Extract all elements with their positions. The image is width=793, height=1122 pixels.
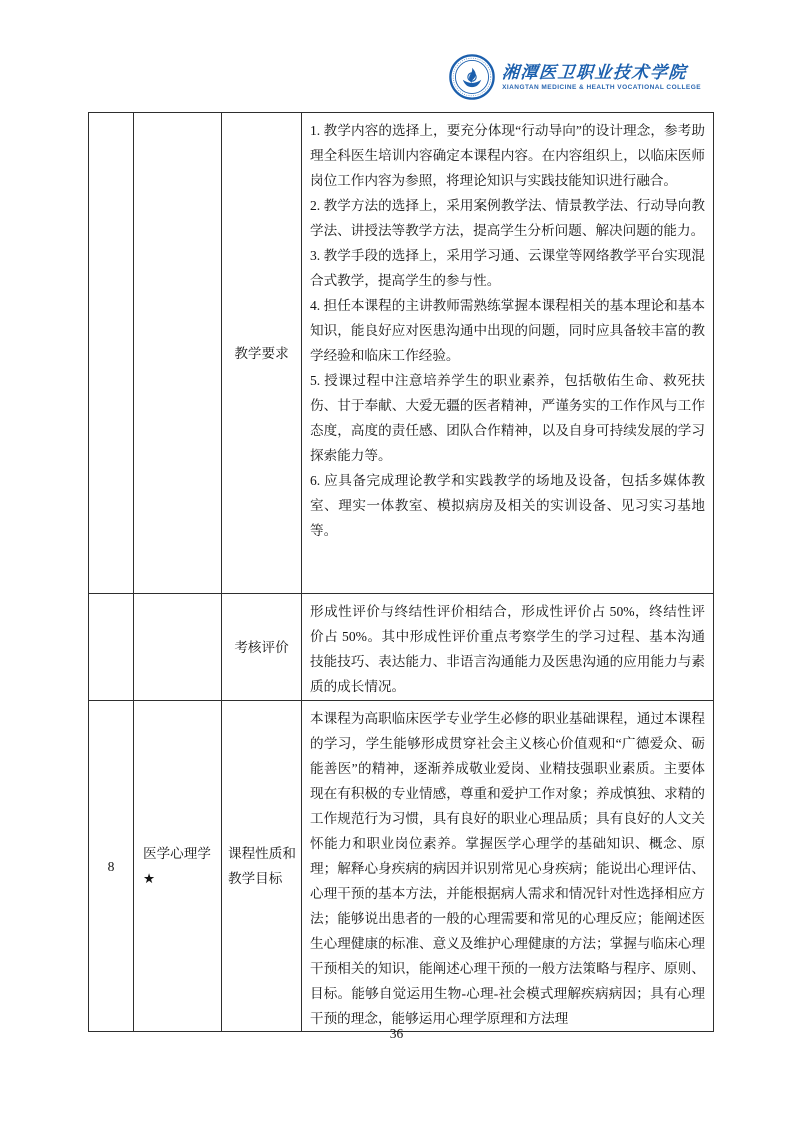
table-row-assessment <box>89 594 714 701</box>
syllabus-table <box>88 112 714 1032</box>
college-logo-icon <box>449 54 495 100</box>
paragraph: 形成性评价与终结性评价相结合，形成性评价占 50%，终结性评价占 50%。其中形成性评价重点考察学生的学习过程、基本沟通技能技巧、表达能力、非语言沟通能力及医患沟通的应用能力与素质的成长情况。 <box>310 604 705 694</box>
seq-cell <box>89 594 134 701</box>
item-label-assessment: 考核评价 <box>222 594 302 701</box>
paragraph: 6. 应具备完成理论教学和实践教学的场地及设备，包括多媒体教室、理实一体教室、模拟病房及相关的实训设备、见习实习基地等。 <box>310 473 705 538</box>
seq-cell <box>89 113 134 594</box>
college-header <box>449 54 701 100</box>
paragraph: 1. 教学内容的选择上，要充分体现“行动导向”的设计理念，参考助理全科医生培训内容确定本课程内容。在内容组织上，以临床医师岗位工作内容为参照，将理论知识与实践技能知识进行融合。 <box>310 123 705 188</box>
content-cell-assessment <box>302 594 714 701</box>
table-row-course-8 <box>89 701 714 1032</box>
content-cell-teaching-requirements <box>302 113 714 594</box>
course-name: 医学心理学 <box>143 846 211 861</box>
course-name-cell <box>134 113 222 594</box>
item-label-course-nature <box>222 701 302 1032</box>
college-name-en: XIANGTAN MEDICINE & HEALTH VOCATIONAL COLLEGE <box>502 83 701 91</box>
paragraph: 2. 教学方法的选择上，采用案例教学法、情景教学法、行动导向教学法、讲授法等教学方法，提高学生分析问题、解决问题的能力。 <box>310 198 705 238</box>
course-name-cell <box>134 594 222 701</box>
paragraph: 5. 授课过程中注意培养学生的职业素养，包括敬佑生命、救死扶伤、甘于奉献、大爱无疆的医者精神，严谨务实的工作作风与工作态度，高度的责任感、团队合作精神，以及自身可持续发展的学习探索能力等。 <box>310 373 705 463</box>
star-icon: ★ <box>143 871 156 886</box>
content-cell-course-objectives <box>302 701 714 1032</box>
page-number: 36 <box>389 1026 404 1041</box>
item-label-teaching-requirements: 教学要求 <box>222 113 302 594</box>
item-label-line: 教学目标 <box>228 871 283 886</box>
paragraph: 本课程为高职临床医学专业学生必修的职业基础课程，通过本课程的学习，学生能够形成贯穿社会主义核心价值观和“广德爱众、砺能善医”的精神，逐渐养成敬业爱岗、业精技强职业素质。主要体现在有积极的专业情感，尊重和爱护工作对象；养成慎独、求精的工作规范行为习惯，具有良好的职业心理品质；具有良好的人文关怀能力和职业岗位素养。掌握医学心理学的基础知识、概念、原理；解释心身疾病的病因并识别常见心身疾病；能说出心理评估、心理干预的基本方法，并能根据病人需求和情况针对性选择相应方法；能够说出患者的一般的心理需要和常见的心理反应；能阐述医生心理健康的标准、意义及维护心理健康的方法；掌握与临床心理干预相关的知识，能阐述心理干预的一般方法策略与程序、原则、目标。能够自觉运用生物-心理-社会模式理解疾病病因；具有心理干预的理念，能够运用心理学原理和方法理 <box>310 711 705 1026</box>
paragraph: 4. 担任本课程的主讲教师需熟练掌握本课程相关的基本理论和基本知识，能良好应对医患沟通中出现的问题，同时应具备较丰富的教学经验和临床工作经验。 <box>310 298 705 363</box>
college-name-block <box>502 63 701 92</box>
paragraph: 3. 教学手段的选择上，采用学习通、云课堂等网络教学平台实现混合式教学，提高学生的参与性。 <box>310 248 705 288</box>
course-name-cell-medical-psychology <box>134 701 222 1032</box>
seq-cell-8: 8 <box>89 701 134 1032</box>
college-name-zh: 湘潭医卫职业技术学院 <box>501 62 688 82</box>
table-row-teaching-requirements <box>89 113 714 594</box>
item-label-line: 课程性质和 <box>228 846 296 861</box>
